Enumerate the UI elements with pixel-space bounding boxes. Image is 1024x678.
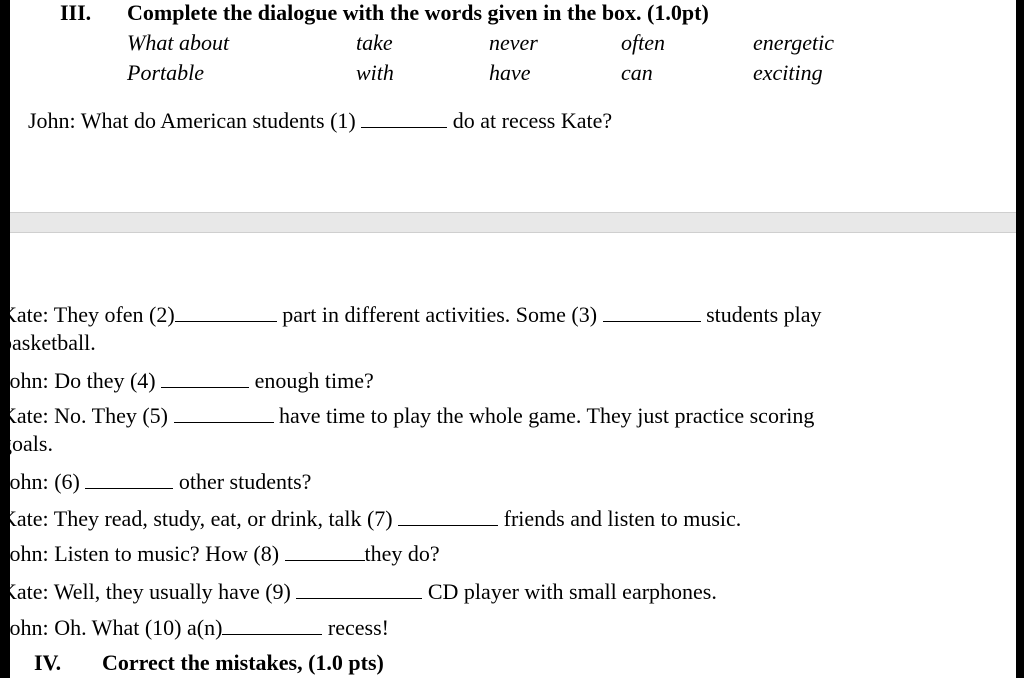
document-page-bottom bbox=[1, 233, 1016, 678]
answer-blank-9 bbox=[296, 580, 422, 599]
word-box-item: take bbox=[356, 30, 393, 55]
dialogue-line: John: Listen to music? How (8) they do? bbox=[1, 541, 440, 566]
dialogue-line: Kate: They ofen (2) part in different activities. Some (3) students play bbox=[1, 302, 822, 327]
dialogue-line: John: What do American students (1) do at recess Kate? bbox=[28, 108, 613, 133]
speaker: John: bbox=[28, 108, 76, 133]
document-page-top bbox=[10, 0, 1016, 212]
answer-blank-1 bbox=[361, 109, 447, 128]
word-box-item: have bbox=[489, 60, 531, 85]
answer-blank-4 bbox=[161, 369, 249, 388]
word-box-item: exciting bbox=[753, 60, 823, 85]
dialogue-line: John: (6) other students? bbox=[1, 469, 312, 494]
answer-blank-8 bbox=[285, 542, 365, 561]
answer-blank-6 bbox=[85, 470, 173, 489]
word-box-item: Portable bbox=[127, 60, 204, 85]
word-box-item: often bbox=[621, 30, 665, 55]
dialogue-line: Kate: No. They (5) have time to play the whole game. They just practice scoring bbox=[1, 403, 815, 428]
speaker: Kate: bbox=[1, 403, 49, 428]
dialogue-line: John: Oh. What (10) a(n) recess! bbox=[1, 615, 389, 640]
dialogue-line: Kate: They read, study, eat, or drink, talk (7) friends and listen to music. bbox=[1, 506, 742, 531]
dialogue-line: John: Do they (4) enough time? bbox=[1, 368, 374, 393]
section-number: III. bbox=[60, 0, 92, 25]
word-box-item: with bbox=[356, 60, 394, 85]
speaker: Kate: bbox=[1, 302, 49, 327]
speaker: Kate: bbox=[1, 579, 49, 604]
word-box-item: never bbox=[489, 30, 538, 55]
section-instruction: Correct the mistakes, (1.0 pts) bbox=[102, 650, 384, 675]
section-instruction: Complete the dialogue with the words given in the box. (1.0pt) bbox=[127, 0, 709, 25]
speaker: John: bbox=[1, 469, 49, 494]
page-break bbox=[10, 212, 1016, 233]
section-number: IV. bbox=[34, 650, 62, 675]
word-box-item: What about bbox=[127, 30, 230, 55]
answer-blank-3 bbox=[603, 303, 701, 322]
speaker: John: bbox=[1, 368, 49, 393]
answer-blank-10 bbox=[222, 616, 322, 635]
answer-blank-7 bbox=[398, 507, 498, 526]
speaker: John: bbox=[1, 541, 49, 566]
dialogue-wrap: basketball. bbox=[1, 330, 96, 355]
word-box-item: can bbox=[621, 60, 653, 85]
speaker: John: bbox=[1, 615, 49, 640]
answer-blank-2 bbox=[175, 303, 277, 322]
dialogue-wrap: goals. bbox=[1, 431, 53, 456]
answer-blank-5 bbox=[174, 404, 274, 423]
speaker: Kate: bbox=[1, 506, 49, 531]
word-box-item: energetic bbox=[753, 30, 835, 55]
dialogue-line: Kate: Well, they usually have (9) CD player with small earphones. bbox=[1, 579, 717, 604]
